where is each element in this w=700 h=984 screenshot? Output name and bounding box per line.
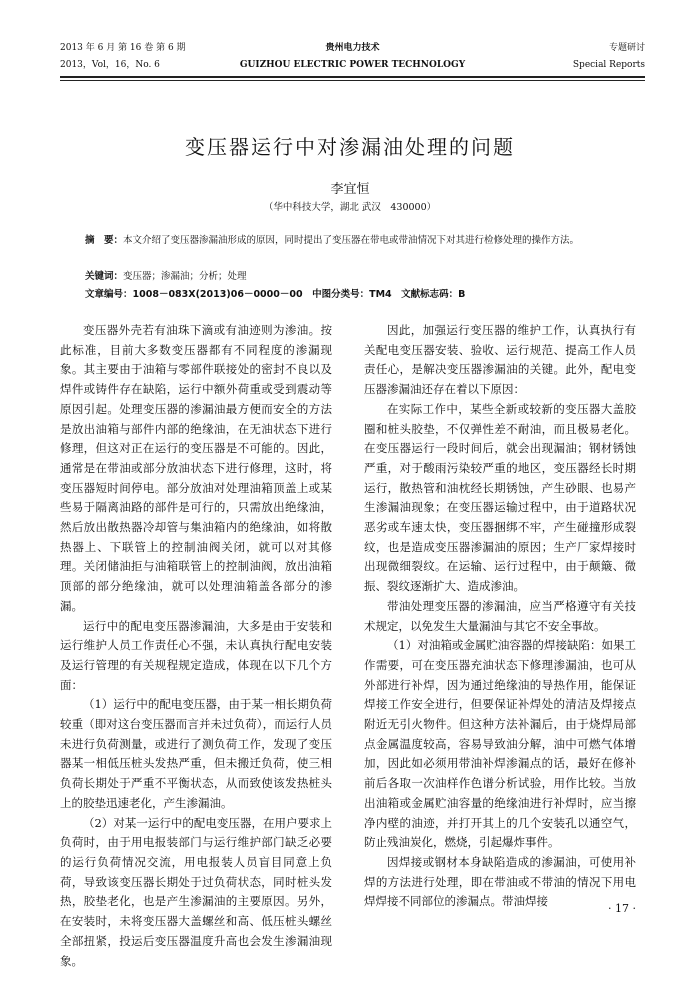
body-column-left xyxy=(60,321,332,968)
paragraph: 变压器外壳若有油珠下滴或有油迹则为渗油。按此标准，目前大多数变压器都有不同程度的渗漏现象。其主要由于油箱与零部件联接处的密封不良以及焊件或铸件存在缺陷，运行中额外荷重或受到震动等原因引起。处理变压器的渗漏油最方便而安全的方法是放出油箱与部件内部的绝缘油，在无油状态下进行修理，但这对正在运行的变压器是不可能的。因此，通常是在带油或部分放油状态下进行修理，这时，将变压器短时间停电。部分放油对处理油箱顶盖上或某些易于隔离油路的部件是可行的，只需放出绝缘油，然后放出散热器冷却管与集油箱内的绝缘油，如将散热器上、下联管上的控制油阀关闭，就可以对其修理。关闭储油拒与油箱联管上的控制油阀，放出油箱顶部的部分绝缘油，就可以处理油箱盖各部分的渗漏。 xyxy=(60,323,332,613)
abstract-text: 本文介绍了变压器渗漏油形成的原因，同时提出了变压器在带电或带油情况下对其进行检修处理的操作方法。 xyxy=(123,235,580,246)
paragraph: 带油处理变压器的渗漏油，应当严格遵守有关技术规定，以免发生大量漏油与其它不安全事故。 xyxy=(364,598,636,633)
paragraph: 运行中的配电变压器渗漏油，大多是由于安装和运行维护人员工作责任心不强，未认真执行配电安装及运行管理的有关规程规定造成，体现在以下几个方面： xyxy=(60,618,332,692)
keywords-label: 关键词： xyxy=(85,271,124,282)
paragraph: 在实际工作中，某些全新或较新的变压器大盖胶圈和桩头胶垫，不仅弹性差不耐油，而且极易老化。在变压器运行一段时间后，就会出现漏油；钢材锈蚀严重，对于酸雨污染较严重的地区，变压器经长时期运行，散热管和油枕经长期锈蚀，产生砂眼、也易产生渗漏油现象；在变压器运输过程中，由于道路状况恶劣或车速太快，变压器捆绑不牢，产生碰撞形成裂纹，也是造成变压器渗漏油的原因；生产厂家焊接时出现微细裂纹。在运输、运行过程中，由于颠簸、微振、裂纹逐渐扩大、造成渗油。 xyxy=(364,401,636,594)
issue-cn: 2013 年 6 月 第 16 卷 第 6 期 xyxy=(60,43,186,53)
running-header xyxy=(60,40,645,76)
paragraph: （1）对油箱或金属贮油容器的焊接缺陷：如果工作需要，可在变压器充油状态下修理渗漏油，也可从外部进行补焊，因为通过绝缘油的导热作用，能保证焊接工作安全进行，但要保证补焊处的清洁及焊接点附近无引火物件。但这种方法补漏后，由于烧焊局部点金属温度较高，容易导致油分解，油中可燃气体增加，因此如必须用带油补焊渗漏点的话，最好在修补前后各取一次油样作色谱分析试验，用作比较。当放出油箱或金属贮油容量的绝缘油进行补焊时，应当擦净内壁的油迹，并打开其上的几个安装孔以通空气，防止残油炭化，燃烧，引起爆炸事件。 xyxy=(364,638,636,850)
keywords-text: 变压器；渗漏油；分析；处理 xyxy=(123,271,247,282)
author: 李宜恒 xyxy=(330,182,370,197)
journal-name-en: GUIZHOU ELECTRIC POWER TECHNOLOGY xyxy=(239,60,466,70)
page-number: · 17 · xyxy=(608,902,636,915)
document-info: 文章编号：1008－083X(2013)06－0000－00 中图分类号：TM4 文献标志码：B xyxy=(85,289,466,300)
keywords xyxy=(85,268,640,285)
header-rule-thin xyxy=(60,80,645,81)
abstract xyxy=(85,232,640,249)
article-title: 变压器运行中对渗漏油处理的问题 xyxy=(185,135,515,159)
section-en: Special Reports xyxy=(572,60,645,70)
abstract-label: 摘 要： xyxy=(85,235,124,246)
paragraph: （2）对某一运行中的配电变压器，在用户要求上负荷时，由于用电报装部门与运行维护部门缺乏必要的运行负荷情况交流，用电报装人员盲目同意上负荷，导致该变压器长期处于过负荷状态，同时桩头发热，胶垫老化，也是产生渗漏油的主要原因。另外，在安装时，未将变压器大盖螺丝和高、低压桩头螺丝全部扭紧，投运后变压器温度升高也会发生渗漏油现象。 xyxy=(60,815,332,968)
header-rule-thick xyxy=(60,76,645,78)
paragraph: 因焊接或钢材本身缺陷造成的渗漏油，可使用补焊的方法进行处理，即在带油或不带油的情况下用电焊焊接不同部位的渗漏点。带油焊接 xyxy=(364,854,636,909)
journal-name-cn: 贵州电力技术 xyxy=(325,43,380,53)
section-cn: 专题研讨 xyxy=(608,43,645,53)
issue-en: 2013，Vol，16，No. 6 xyxy=(60,60,160,70)
paragraph: （1）运行中的配电变压器，由于某一相长期负荷较重（即对这台变压器而言并未过负荷），而运行人员未进行负荷测量，或进行了测负荷工作，发现了变压器某一相低压桩头发热严重，但未搬迁负荷，使三相负荷长期处于严重不平衡状态，从而致使该发热桩头上的胶垫迅速老化，产生渗漏油。 xyxy=(60,697,332,810)
affiliation: （华中科技大学，湖北 武汉 430000） xyxy=(263,202,437,213)
paragraph: 因此，加强运行变压器的维护工作，认真执行有关配电变压器安装、验收、运行规范、提高工作人员责任心，是解决变压器渗漏油的关键。此外，配电变压器渗漏油还存在着以下原因： xyxy=(364,323,636,397)
